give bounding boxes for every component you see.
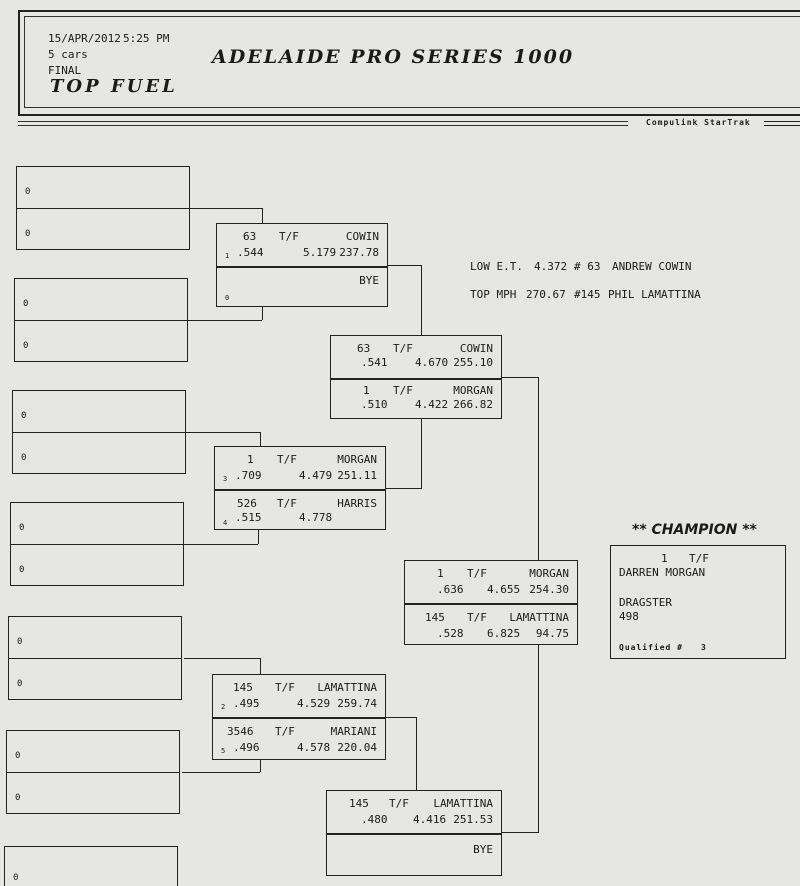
bracket-line (421, 419, 422, 488)
round1-match-1 (216, 223, 388, 307)
champion-title: ** CHAMPION ** (632, 522, 757, 538)
round2-match-1 (330, 335, 502, 419)
champion-engine: 498 (619, 610, 639, 623)
bracket-line (262, 208, 263, 224)
reaction-time: .528 (437, 627, 464, 640)
car-class: T/F (277, 497, 297, 510)
empty-slot-box (10, 502, 184, 586)
top-mph-driver: PHIL LAMATTINA (608, 288, 701, 301)
speed-mph: 220.04 (337, 741, 377, 754)
car-number: 1 (247, 453, 254, 466)
car-class: T/F (467, 611, 487, 624)
bracket-line (188, 320, 262, 321)
seed-number: 4 (223, 519, 228, 527)
elapsed-time: 4.479 (299, 469, 333, 482)
bracket-line (184, 544, 258, 545)
car-class: T/F (275, 681, 295, 694)
event-title: ADELAIDE PRO SERIES 1000 (212, 46, 575, 68)
speed-mph: 259.74 (337, 697, 377, 710)
slot-value: 0 (17, 679, 23, 689)
elapsed-time: 4.529 (297, 697, 331, 710)
credit-text: Compulink StarTrak (646, 118, 751, 127)
reaction-time: .510 (361, 398, 388, 411)
slot-value: 0 (23, 299, 29, 309)
slot-value: 0 (17, 637, 23, 647)
car-count: 5 cars (48, 48, 88, 61)
speed-mph: 237.78 (339, 246, 379, 259)
driver-name: HARRIS (337, 497, 377, 510)
event-date: 15/APR/2012 (48, 32, 121, 45)
reaction-time: .544 (237, 246, 264, 259)
header-rule (18, 121, 628, 126)
final-match (404, 560, 578, 645)
car-class: T/F (393, 342, 413, 355)
top-mph-value: 270.67 (526, 288, 566, 301)
slot-value: 0 (21, 411, 27, 421)
champion-car-number: 1 (661, 552, 668, 565)
bracket-line (502, 832, 539, 833)
empty-slot-box (6, 730, 180, 814)
elapsed-time: 4.778 (299, 511, 333, 524)
reaction-time: .541 (361, 356, 388, 369)
car-number: 1 (363, 384, 370, 397)
reaction-time: .515 (235, 511, 262, 524)
elapsed-time: 4.655 (487, 583, 521, 596)
champion-box (610, 545, 786, 659)
empty-slot-box (4, 846, 178, 886)
bracket-line (190, 208, 262, 209)
champion-car-class: T/F (689, 552, 709, 565)
reaction-time: .480 (361, 813, 388, 826)
bracket-line (260, 432, 261, 446)
slot-value: 0 (15, 793, 21, 803)
slot-value: 0 (13, 873, 19, 883)
round1-match-3 (212, 674, 386, 760)
seed-number: 0 (225, 294, 230, 302)
driver-name: LAMATTINA (509, 611, 569, 624)
speed-mph: 94.75 (535, 627, 569, 640)
slot-value: 0 (25, 187, 31, 197)
top-mph-label: TOP MPH (470, 288, 517, 301)
bracket-line (260, 658, 261, 674)
bracket-line (184, 658, 260, 659)
low-et-car: # 63 (574, 260, 601, 273)
seed-number: 2 (221, 703, 226, 711)
bracket-line (538, 645, 539, 832)
slot-value: 0 (19, 523, 25, 533)
car-number: 145 (425, 611, 445, 624)
speed-mph: 254.30 (529, 583, 569, 596)
event-time: 5:25 PM (123, 32, 170, 45)
car-number: 145 (349, 797, 369, 810)
bracket-line (186, 432, 260, 433)
elapsed-time: 4.670 (415, 356, 449, 369)
car-class: T/F (277, 453, 297, 466)
slot-value: 0 (15, 751, 21, 761)
round2-match-2 (326, 790, 502, 876)
bracket-line (260, 760, 261, 772)
bracket-line (538, 377, 539, 560)
low-et-value: 4.372 (534, 260, 568, 273)
driver-name: LAMATTINA (433, 797, 493, 810)
speed-mph: 251.53 (453, 813, 493, 826)
car-class: T/F (275, 725, 295, 738)
round-label: FINAL (48, 64, 82, 77)
empty-slot-box (16, 166, 190, 250)
credit-rule (764, 121, 800, 126)
slot-value: 0 (25, 229, 31, 239)
bracket-line (386, 488, 422, 489)
elapsed-time: 5.179 (303, 246, 337, 259)
slot-value: 0 (21, 453, 27, 463)
class-title: TOP FUEL (50, 76, 178, 97)
bracket-line (182, 772, 260, 773)
seed-number: 1 (225, 252, 230, 260)
elapsed-time: 4.422 (415, 398, 449, 411)
elapsed-time: 4.578 (297, 741, 331, 754)
reaction-time: .709 (235, 469, 262, 482)
top-mph-car: #145 (574, 288, 601, 301)
car-class: T/F (389, 797, 409, 810)
driver-name: MORGAN (453, 384, 493, 397)
car-number: 145 (233, 681, 253, 694)
car-class: T/F (467, 567, 487, 580)
empty-slot-box (8, 616, 182, 700)
driver-name: MORGAN (337, 453, 377, 466)
empty-slot-box (12, 390, 186, 474)
bracket-line (421, 265, 422, 335)
reaction-time: .496 (233, 741, 260, 754)
slot-value: 0 (23, 341, 29, 351)
low-et-label: LOW E.T. (470, 260, 523, 273)
slot-value: 0 (19, 565, 25, 575)
empty-slot-box (14, 278, 188, 362)
speed-mph: 266.82 (453, 398, 493, 411)
qualified-value: 3 (701, 643, 706, 652)
car-number: 63 (243, 230, 257, 243)
bracket-line (416, 717, 417, 790)
driver-name: COWIN (345, 230, 379, 243)
speed-mph: 251.11 (337, 469, 377, 482)
bracket-line (386, 717, 416, 718)
reaction-time: .495 (233, 697, 260, 710)
driver-name: LAMATTINA (317, 681, 377, 694)
seed-number: 3 (223, 475, 228, 483)
car-number: 3546 (227, 725, 254, 738)
car-number: 526 (237, 497, 257, 510)
car-class: T/F (279, 230, 299, 243)
bracket-line (502, 377, 538, 378)
low-et-driver: ANDREW COWIN (612, 260, 692, 273)
bracket-line (388, 265, 421, 266)
speed-mph: 255.10 (453, 356, 493, 369)
driver-name: BYE (473, 843, 493, 856)
round1-match-2 (214, 446, 386, 530)
driver-name: BYE (359, 274, 379, 287)
car-number: 63 (357, 342, 371, 355)
champion-vehicle: DRAGSTER (619, 596, 672, 609)
qualified-label: Qualified # (619, 643, 683, 652)
reaction-time: .636 (437, 583, 464, 596)
car-number: 1 (437, 567, 444, 580)
champion-driver: DARREN MORGAN (619, 566, 706, 579)
elapsed-time: 6.825 (487, 627, 521, 640)
seed-number: 5 (221, 747, 226, 755)
car-class: T/F (393, 384, 413, 397)
driver-name: COWIN (459, 342, 493, 355)
driver-name: MORGAN (529, 567, 569, 580)
elapsed-time: 4.416 (413, 813, 447, 826)
driver-name: MARIANI (330, 725, 377, 738)
